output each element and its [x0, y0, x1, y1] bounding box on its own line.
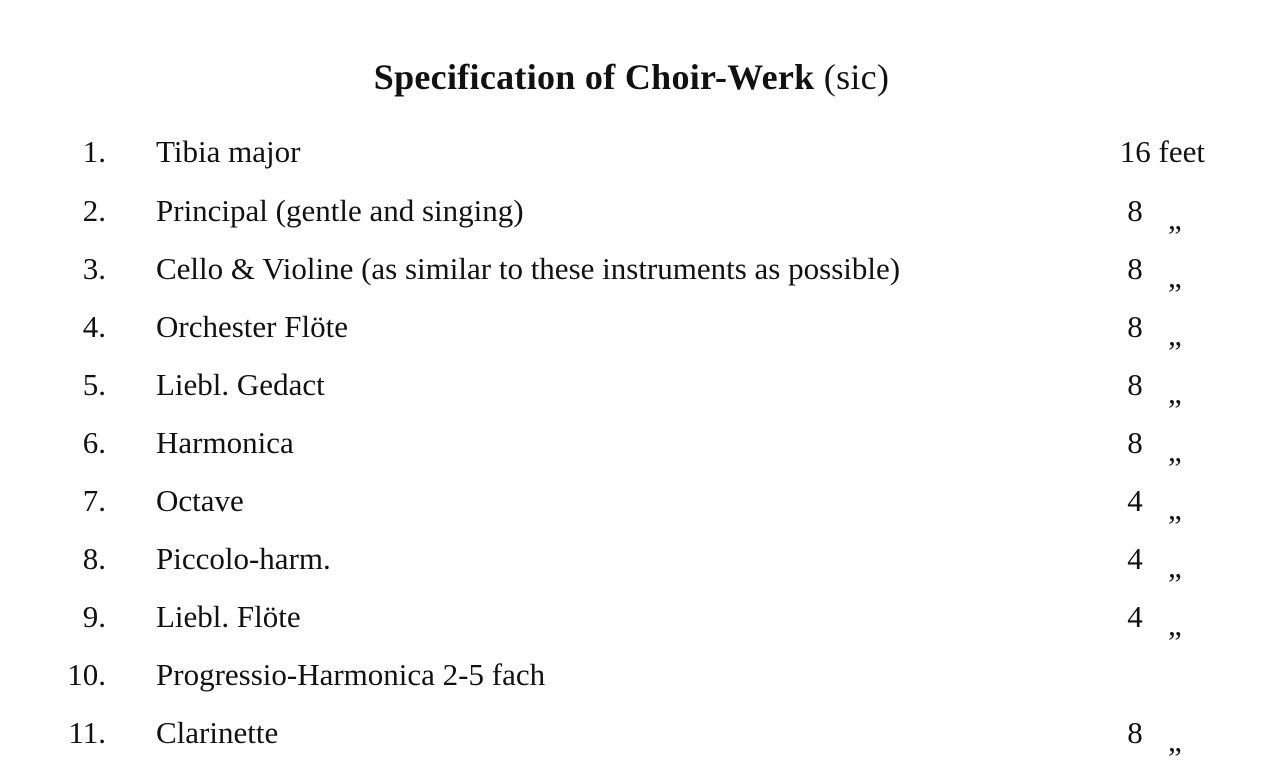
- stop-size: 8: [1127, 425, 1143, 460]
- stop-row: [0, 367, 1263, 417]
- stop-row: [0, 599, 1263, 649]
- stop-number: 4.: [82, 309, 106, 344]
- stop-unit-ditto: „: [1168, 375, 1182, 410]
- stop-size: 8: [1127, 309, 1143, 344]
- stop-size: 8: [1127, 715, 1143, 750]
- stop-number: 6.: [82, 425, 106, 460]
- stop-name: Piccolo-harm.: [156, 541, 331, 576]
- stop-unit-ditto: „: [1168, 433, 1182, 468]
- stop-number: 10.: [67, 657, 106, 692]
- stop-name: Orchester Flöte: [156, 309, 348, 344]
- stop-size: 8: [1127, 193, 1143, 228]
- stop-row: [0, 715, 1263, 765]
- stop-name: Cello & Violine (as similar to these instruments as possible): [156, 251, 901, 286]
- stop-number: 8.: [82, 541, 106, 576]
- stop-row: [0, 193, 1263, 243]
- stop-row: [0, 309, 1263, 359]
- stop-number: 7.: [82, 483, 106, 518]
- stop-number: 5.: [82, 367, 106, 402]
- stop-row: [0, 134, 1263, 184]
- stop-name: Liebl. Gedact: [156, 367, 325, 402]
- stop-size: 16 feet: [1119, 134, 1205, 169]
- stop-row: [0, 541, 1263, 591]
- stop-name: Liebl. Flöte: [156, 599, 301, 634]
- stop-size: 8: [1127, 251, 1143, 286]
- stop-name: Principal (gentle and singing): [156, 193, 524, 228]
- stop-number: 11.: [68, 715, 106, 750]
- stop-size: 4: [1127, 599, 1143, 634]
- stop-row: [0, 251, 1263, 301]
- stop-number: 3.: [82, 251, 106, 286]
- stop-size: 4: [1127, 483, 1143, 518]
- stop-name: Octave: [156, 483, 244, 518]
- stop-row: [0, 483, 1263, 533]
- stop-number: 9.: [82, 599, 106, 634]
- title-note: (sic): [823, 57, 890, 97]
- title-main: Specification of Choir-Werk: [373, 57, 815, 97]
- stop-unit-ditto: „: [1168, 259, 1182, 294]
- page-title: [0, 56, 1263, 98]
- stop-size: 4: [1127, 541, 1143, 576]
- stop-unit-ditto: „: [1168, 491, 1182, 526]
- stop-size: 8: [1127, 367, 1143, 402]
- stop-name: Clarinette: [156, 715, 279, 750]
- stop-row: [0, 657, 1263, 707]
- stop-unit-ditto: „: [1168, 723, 1182, 758]
- stop-number: 1.: [82, 134, 106, 169]
- stop-name: Harmonica: [156, 425, 294, 460]
- stop-unit-ditto: „: [1168, 549, 1182, 584]
- stop-unit-ditto: „: [1168, 201, 1182, 236]
- stop-name: Tibia major: [156, 134, 301, 169]
- stop-row: [0, 425, 1263, 475]
- stop-name: Progressio-Harmonica 2-5 fach: [156, 657, 546, 692]
- stop-unit-ditto: „: [1168, 607, 1182, 642]
- stop-unit-ditto: „: [1168, 317, 1182, 352]
- stop-number: 2.: [82, 193, 106, 228]
